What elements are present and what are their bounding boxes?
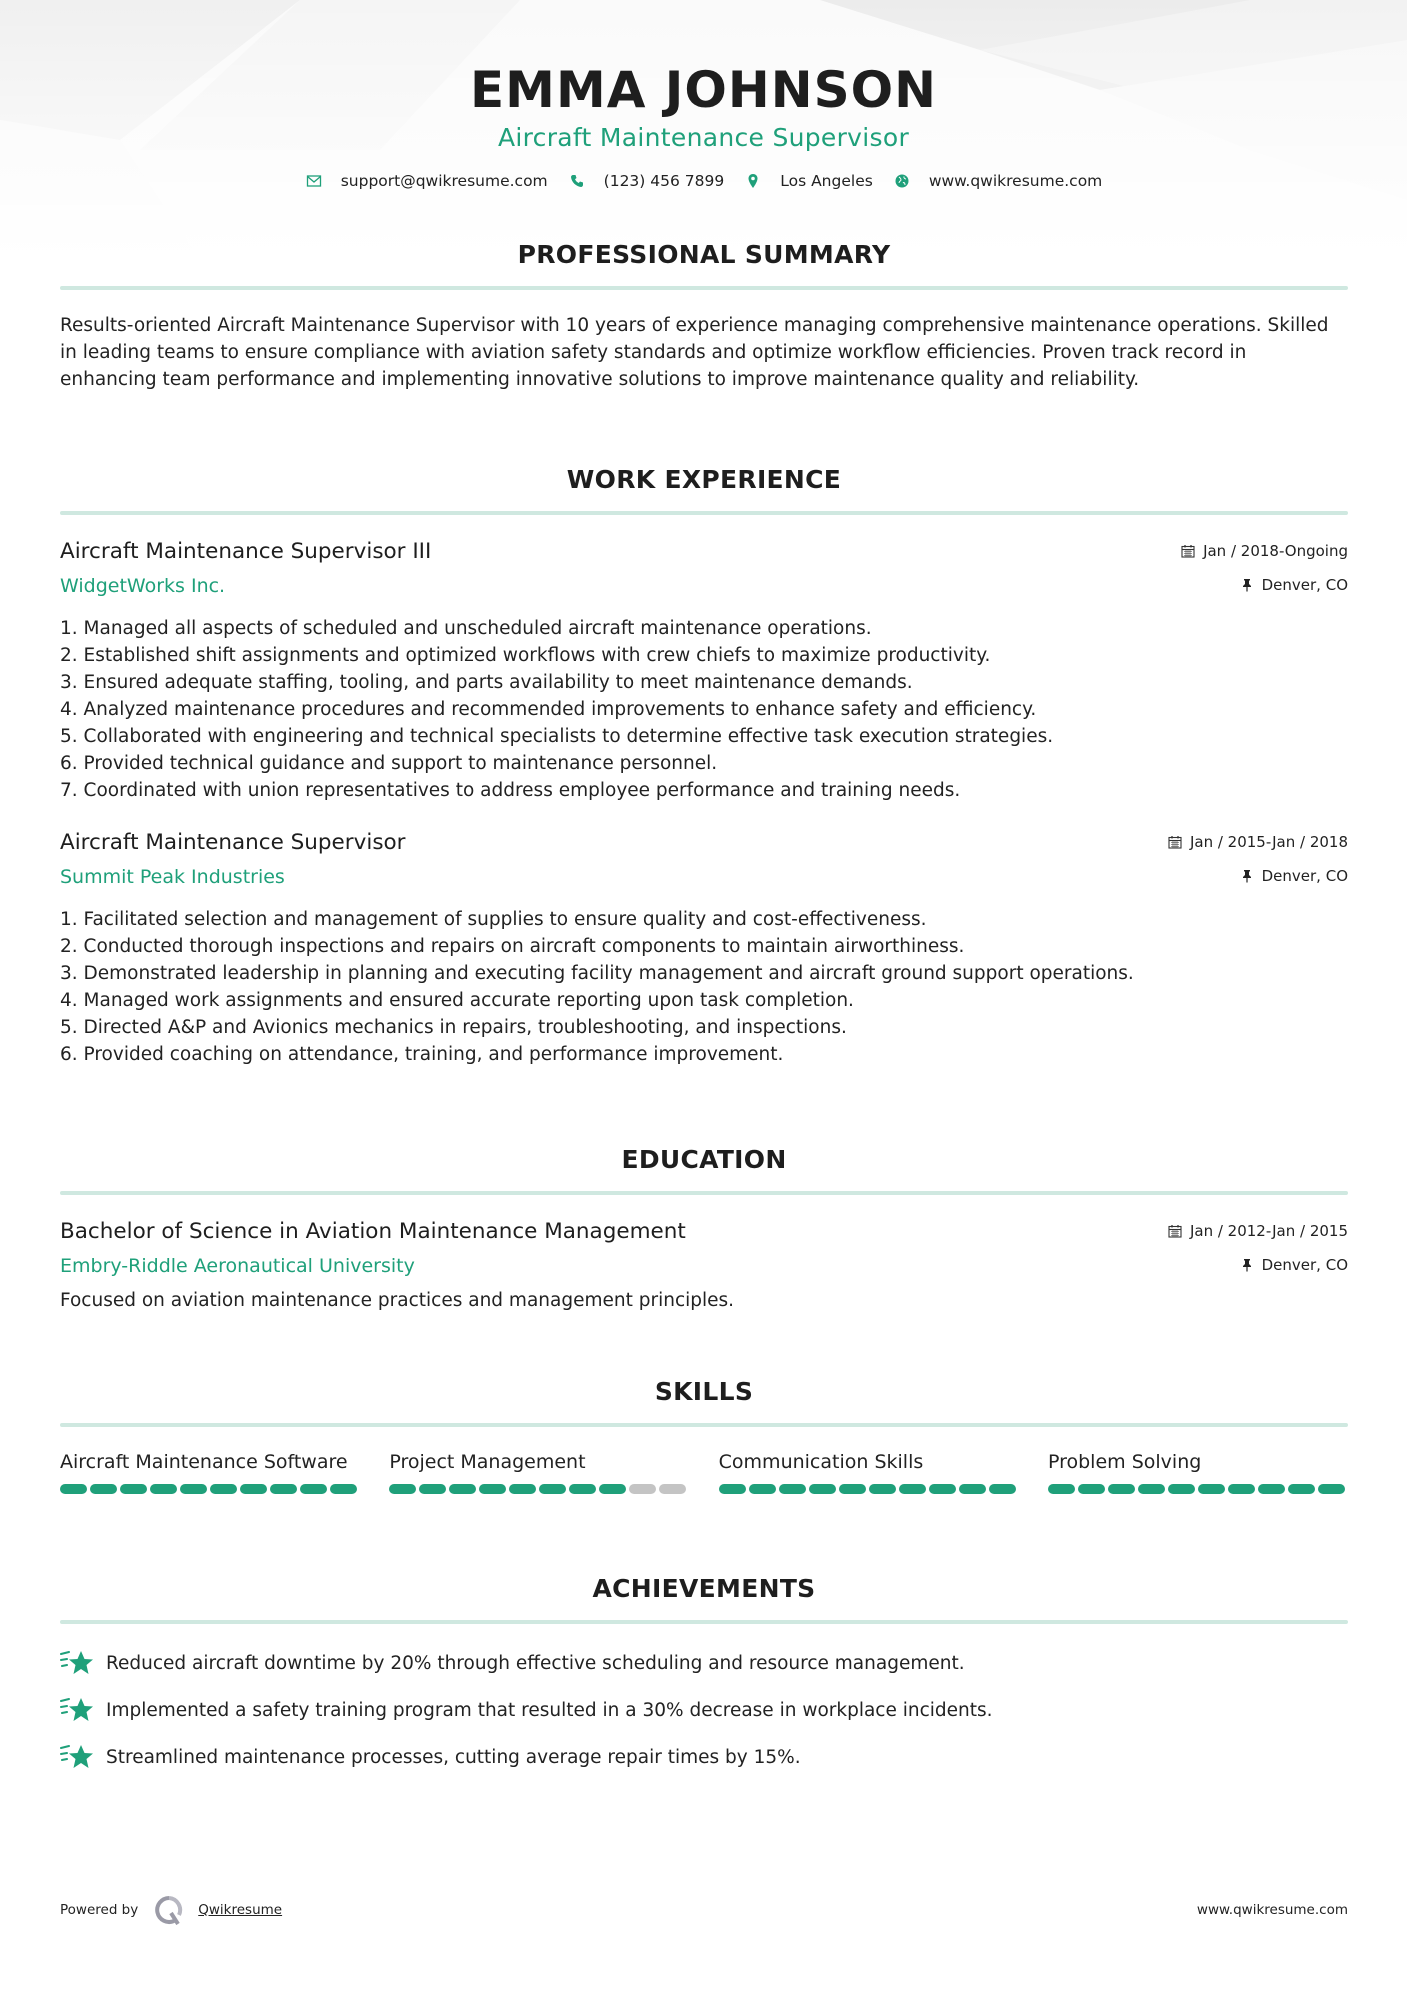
- job-entry: [60, 828, 1348, 1068]
- job-location-text: Denver, CO: [1261, 576, 1348, 594]
- skill-rating-segment: [1198, 1484, 1225, 1494]
- skill-rating-segment: [839, 1484, 866, 1494]
- job-location: [1240, 576, 1348, 594]
- job-company: Summit Peak Industries: [60, 866, 285, 888]
- skill-rating-segment: [1228, 1484, 1255, 1494]
- degree-title: Bachelor of Science in Aviation Maintenance Management: [60, 1219, 686, 1244]
- job-location: [1240, 867, 1348, 885]
- skill-item: [60, 1449, 360, 1494]
- skill-rating-segment: [749, 1484, 776, 1494]
- job-entry: [60, 537, 1348, 804]
- list-item: 3. Demonstrated leadership in planning and executing facility management and aircraft ground support operations.: [60, 963, 1134, 984]
- list-item: 5. Collaborated with engineering and technical specialists to determine effective task execution strategies.: [60, 726, 1054, 747]
- calendar-icon: [1168, 835, 1182, 849]
- skill-rating-segment: [989, 1484, 1016, 1494]
- calendar-icon: [1168, 1224, 1182, 1238]
- education-description: Focused on aviation maintenance practices and management principles.: [60, 1290, 735, 1311]
- school-name: Embry-Riddle Aeronautical University: [60, 1255, 415, 1277]
- skill-rating-segment: [1108, 1484, 1135, 1494]
- contact-location: [744, 172, 873, 190]
- skill-rating-segment: [539, 1484, 566, 1494]
- job-dates: [1168, 833, 1348, 851]
- list-item: 4. Managed work assignments and ensured accurate reporting upon task completion.: [60, 990, 854, 1011]
- achievement-text: Reduced aircraft downtime by 20% through effective scheduling and resource management.: [106, 1652, 965, 1674]
- skill-rating-segment: [479, 1484, 506, 1494]
- star-icon: [60, 1695, 94, 1725]
- skill-rating-segment: [629, 1484, 656, 1494]
- footer: [60, 1895, 1348, 1925]
- star-icon: [60, 1648, 94, 1678]
- achievements-section: [60, 1572, 1348, 1789]
- pushpin-icon: [1240, 1258, 1254, 1272]
- education-section: [60, 1143, 1348, 1314]
- achievement-item: [60, 1742, 1348, 1772]
- skill-name: Communication Skills: [718, 1451, 924, 1473]
- contact-phone-text: (123) 456 7899: [603, 172, 725, 190]
- resume-header: [0, 58, 1407, 155]
- skill-name: Problem Solving: [1047, 1451, 1202, 1473]
- list-item: 7. Coordinated with union representatives to address employee performance and training needs.: [60, 780, 961, 801]
- skill-rating-segment: [1318, 1484, 1345, 1494]
- skill-rating-segment: [300, 1484, 327, 1494]
- section-divider: [60, 1620, 1348, 1624]
- skill-rating-segment: [120, 1484, 147, 1494]
- job-dates-text: Jan / 2015-Jan / 2018: [1189, 833, 1348, 851]
- skill-rating-segment: [959, 1484, 986, 1494]
- skill-rating-segment: [599, 1484, 626, 1494]
- skill-rating-bar: [389, 1484, 689, 1494]
- achievements-list: [60, 1648, 1348, 1772]
- skill-rating-segment: [659, 1484, 686, 1494]
- globe-icon: [893, 172, 911, 190]
- skill-rating-segment: [150, 1484, 177, 1494]
- job-dates-text: Jan / 2018-Ongoing: [1203, 542, 1348, 560]
- skill-item: [389, 1449, 689, 1494]
- skill-rating-segment: [330, 1484, 357, 1494]
- job-responsibilities: [60, 906, 1348, 1068]
- skill-rating-bar: [60, 1484, 360, 1494]
- job-company: WidgetWorks Inc.: [60, 575, 226, 597]
- skill-rating-segment: [449, 1484, 476, 1494]
- achievement-text: Implemented a safety training program that resulted in a 30% decrease in workplace incidents.: [106, 1699, 993, 1721]
- powered-by-label: Powered by: [60, 1902, 139, 1918]
- job-title: Aircraft Maintenance Supervisor III: [60, 539, 432, 564]
- section-divider: [60, 511, 1348, 515]
- skill-rating-segment: [509, 1484, 536, 1494]
- education-location: [1240, 1256, 1348, 1274]
- job-location-text: Denver, CO: [1261, 867, 1348, 885]
- skill-rating-segment: [1168, 1484, 1195, 1494]
- education-dates: [1168, 1222, 1348, 1240]
- list-item: 3. Ensured adequate staffing, tooling, and parts availability to meet maintenance demands.: [60, 672, 913, 693]
- skill-rating-segment: [929, 1484, 956, 1494]
- candidate-title: Aircraft Maintenance Supervisor: [497, 123, 910, 152]
- qwikresume-logo-icon: [154, 1895, 184, 1925]
- skill-rating-segment: [1048, 1484, 1075, 1494]
- list-item: 6. Provided technical guidance and support to maintenance personnel.: [60, 753, 718, 774]
- achievement-text: Streamlined maintenance processes, cutting average repair times by 15%.: [106, 1746, 801, 1768]
- list-item: 6. Provided coaching on attendance, training, and performance improvement.: [60, 1044, 784, 1065]
- education-dates-text: Jan / 2012-Jan / 2015: [1189, 1222, 1348, 1240]
- summary-section: [60, 238, 1348, 393]
- list-item: 4. Analyzed maintenance procedures and recommended improvements to enhance safety and efficiency.: [60, 699, 1037, 720]
- achievement-item: [60, 1695, 1348, 1725]
- skill-name: Aircraft Maintenance Software: [60, 1451, 348, 1473]
- job-responsibilities: [60, 615, 1348, 804]
- list-item: 5. Directed A&P and Avionics mechanics in repairs, troubleshooting, and inspections.: [60, 1017, 847, 1038]
- skill-rating-segment: [270, 1484, 297, 1494]
- skill-rating-segment: [1288, 1484, 1315, 1494]
- contact-email[interactable]: [305, 172, 548, 190]
- contact-website[interactable]: [893, 172, 1102, 190]
- envelope-icon: [305, 172, 323, 190]
- skills-section: [60, 1375, 1348, 1494]
- skill-rating-segment: [899, 1484, 926, 1494]
- pushpin-icon: [1240, 869, 1254, 883]
- star-icon: [60, 1742, 94, 1772]
- pushpin-icon: [1240, 578, 1254, 592]
- contact-bar: [0, 172, 1407, 190]
- education-heading: EDUCATION: [621, 1145, 787, 1174]
- contact-website-text: www.qwikresume.com: [928, 172, 1103, 190]
- skill-rating-bar: [719, 1484, 1019, 1494]
- experience-heading: WORK EXPERIENCE: [566, 465, 842, 494]
- summary-heading: PROFESSIONAL SUMMARY: [517, 240, 891, 269]
- map-pin-icon: [744, 172, 762, 190]
- summary-text: Results-oriented Aircraft Maintenance Supervisor with 10 years of experience managing comprehensive maintenance operations. Skilled in leading teams to ensure compliance with aviation safety standards and optimize workflow efficiencies. Proven track record in enhancing team performance and implementing innovative solutions to improve maintenance quality and reliability.: [60, 315, 1329, 390]
- skill-rating-segment: [60, 1484, 87, 1494]
- candidate-name: EMMA JOHNSON: [470, 61, 937, 119]
- skill-rating-segment: [1138, 1484, 1165, 1494]
- job-dates: [1181, 542, 1348, 560]
- contact-email-text: support@qwikresume.com: [340, 172, 548, 190]
- contact-phone[interactable]: [568, 172, 725, 190]
- achievements-heading: ACHIEVEMENTS: [592, 1574, 816, 1603]
- skill-rating-segment: [1258, 1484, 1285, 1494]
- skill-rating-segment: [240, 1484, 267, 1494]
- section-divider: [60, 1191, 1348, 1195]
- footer-website[interactable]: www.qwikresume.com: [1196, 1902, 1348, 1918]
- skill-rating-segment: [210, 1484, 237, 1494]
- skills-heading: SKILLS: [654, 1377, 754, 1406]
- education-location-text: Denver, CO: [1261, 1256, 1348, 1274]
- list-item: 1. Facilitated selection and management of supplies to ensure quality and cost-effectiveness.: [60, 909, 927, 930]
- education-entry: [60, 1217, 1348, 1314]
- skill-rating-bar: [1048, 1484, 1348, 1494]
- achievement-item: [60, 1648, 1348, 1678]
- calendar-icon: [1181, 544, 1195, 558]
- skill-rating-segment: [809, 1484, 836, 1494]
- skill-rating-segment: [180, 1484, 207, 1494]
- skill-rating-segment: [1078, 1484, 1105, 1494]
- list-item: 2. Established shift assignments and optimized workflows with crew chiefs to maximize productivity.: [60, 645, 991, 666]
- experience-section: [60, 463, 1348, 1068]
- skill-rating-segment: [389, 1484, 416, 1494]
- section-divider: [60, 1423, 1348, 1427]
- section-divider: [60, 286, 1348, 290]
- list-item: 2. Conducted thorough inspections and repairs on aircraft components to maintain airworthiness.: [60, 936, 965, 957]
- job-title: Aircraft Maintenance Supervisor: [60, 830, 406, 855]
- skill-rating-segment: [779, 1484, 806, 1494]
- skill-rating-segment: [419, 1484, 446, 1494]
- phone-icon: [568, 172, 586, 190]
- skill-item: [1048, 1449, 1348, 1494]
- skill-rating-segment: [719, 1484, 746, 1494]
- qwikresume-link[interactable]: Qwikresume: [198, 1902, 283, 1918]
- skill-name: Project Management: [389, 1451, 586, 1473]
- skill-rating-segment: [869, 1484, 896, 1494]
- list-item: 1. Managed all aspects of scheduled and unscheduled aircraft maintenance operations.: [60, 618, 872, 639]
- skills-list: [60, 1449, 1348, 1494]
- skill-rating-segment: [569, 1484, 596, 1494]
- contact-location-text: Los Angeles: [780, 172, 873, 190]
- skill-item: [719, 1449, 1019, 1494]
- skill-rating-segment: [90, 1484, 117, 1494]
